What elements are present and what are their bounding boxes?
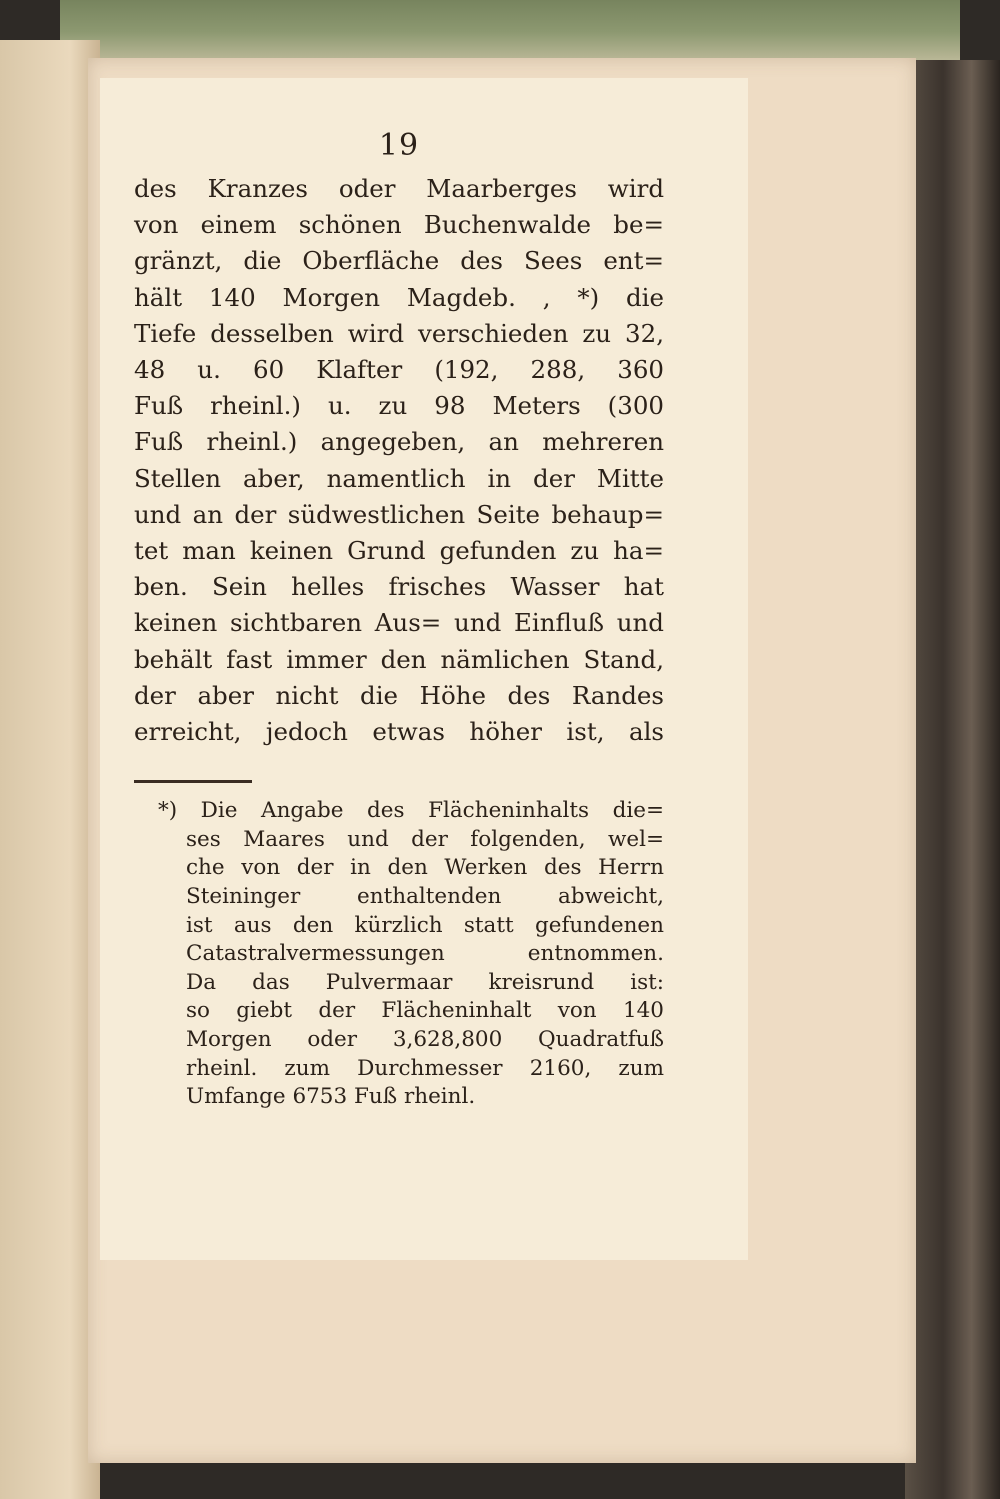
- footnote-line: Umfange 6753 Fuß rheinl.: [186, 1084, 476, 1110]
- text-line: Stellen aber, namentlich in der Mitte: [134, 463, 664, 493]
- footnote-line: Steininger enthaltenden abweicht,: [186, 884, 664, 910]
- text-line: gränzt, die Oberfläche des Sees ent=: [134, 246, 664, 276]
- footnote-rule: [134, 780, 252, 783]
- footnote-line: che von der in den Werken des Herrn: [186, 855, 664, 881]
- footnote-line: Morgen oder 3,628,800 Quadratfuß: [186, 1027, 664, 1052]
- book-left-page: [0, 40, 100, 1499]
- text-line: tet man keinen Grund gefunden zu ha=: [134, 536, 664, 566]
- text-line: von einem schönen Buchenwalde be=: [134, 210, 664, 240]
- text-line: ben. Sein helles frisches Wasser hat: [134, 572, 664, 602]
- text-block: [134, 128, 664, 1112]
- text-line: Fuß rheinl.) u. zu 98 Meters (300: [134, 391, 664, 421]
- footnote-line: Da das Pulvermaar kreisrund ist:: [186, 969, 664, 995]
- text-line: erreicht, jedoch etwas höher ist, als: [134, 717, 664, 747]
- text-line: Tiefe desselben wird verschieden zu 32,: [134, 318, 664, 348]
- text-line: der aber nicht die Höhe des Randes: [134, 680, 664, 710]
- page-number: 19: [378, 128, 420, 163]
- footnote-line: so giebt der Flächeninhalt von 140: [186, 998, 664, 1024]
- footnote-line: ses Maares und der folgenden, wel=: [186, 826, 664, 852]
- text-line: keinen sichtbaren Aus= und Einfluß und: [134, 608, 664, 638]
- footnote-line: ist aus den kürzlich statt gefundenen: [186, 912, 664, 938]
- footnote-line: rheinl. zum Durchmesser 2160, zum: [186, 1055, 664, 1081]
- text-line: und an der südwestlichen Seite behaup=: [134, 499, 664, 529]
- footnote-line: *) Die Angabe des Flächeninhalts die=: [158, 798, 664, 824]
- text-line: behält fast immer den nämlichen Stand,: [134, 644, 664, 674]
- text-line: des Kranzes oder Maarberges wird: [134, 174, 664, 203]
- book-cover-edge: [905, 60, 1000, 1499]
- text-line: 48 u. 60 Klafter (192, 288, 360: [134, 355, 664, 385]
- main-text: [134, 171, 664, 750]
- footnote-line: Catastralvermessungen entnommen.: [186, 941, 664, 967]
- text-line: hält 140 Morgen Magdeb. , *) die: [134, 282, 664, 312]
- text-line: Fuß rheinl.) angegeben, an mehreren: [134, 427, 664, 457]
- footnote: [134, 797, 664, 1112]
